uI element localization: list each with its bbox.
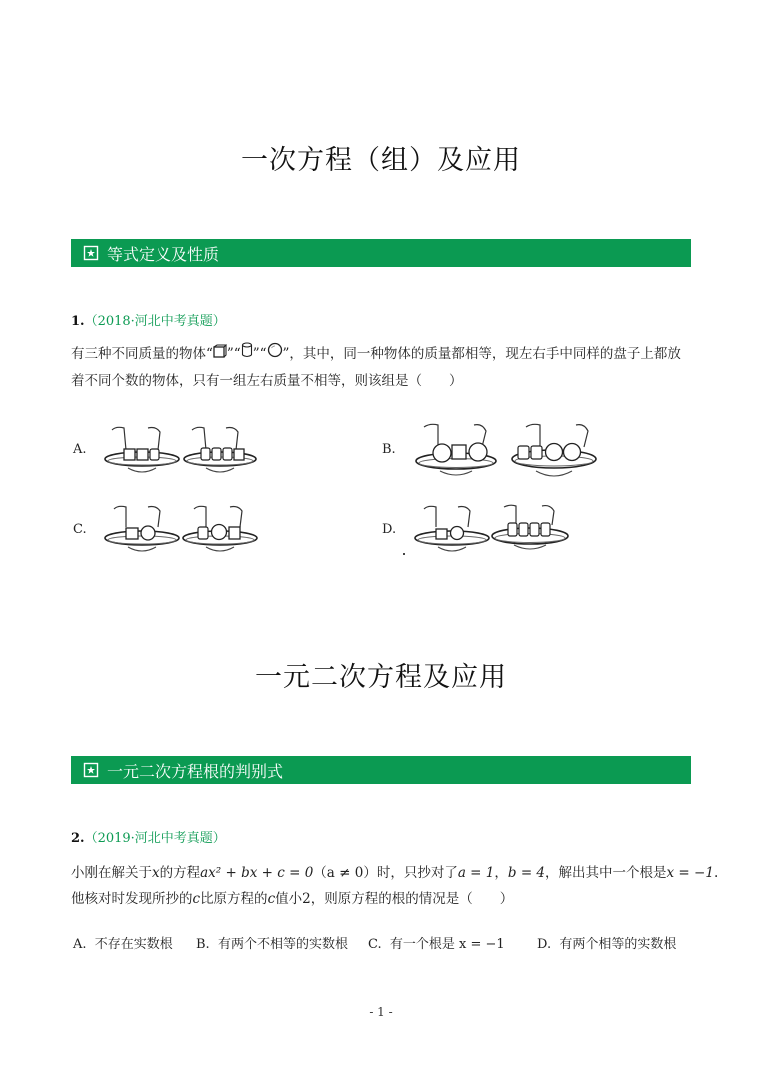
section-bar-equation-properties: [71, 239, 691, 267]
math-expression: b = 4: [507, 865, 546, 881]
question-text-part: 时，只抄对了: [376, 865, 458, 881]
choice-text: 有两个相等的实数根: [559, 937, 677, 952]
math-expression: x = −1: [666, 865, 714, 881]
choice-letter: A.: [73, 937, 87, 952]
option-c-label[interactable]: C.: [73, 522, 87, 537]
question-text-part: 的方程: [159, 865, 201, 881]
stray-dot: [403, 553, 405, 555]
question-text-part: 他核对时发现所抄的: [71, 891, 193, 908]
choice-letter: D.: [537, 937, 552, 952]
question-text-part: ，: [494, 865, 508, 881]
choice-text: 不存在实数根: [94, 937, 173, 952]
option-d-label[interactable]: D.: [382, 522, 397, 537]
question-source: （2019·河北中考真题）: [84, 831, 226, 846]
choice-c[interactable]: [368, 933, 505, 952]
cylinder-object-image: [241, 341, 253, 367]
option-b-image[interactable]: [412, 421, 600, 491]
page-number: - 1 -: [369, 1005, 393, 1019]
question-text-part: .: [713, 865, 719, 881]
choice-letter: C.: [368, 937, 382, 952]
question-text: [71, 860, 719, 913]
option-a-label[interactable]: A.: [73, 442, 87, 457]
question-text: [71, 341, 696, 394]
section-bar-discriminant: [71, 756, 691, 784]
bookmark-star-icon: [83, 245, 99, 261]
math-variable: c: [267, 891, 276, 908]
question-text-part: 有三种不同质量的物体“: [71, 346, 213, 362]
choice-d[interactable]: [537, 933, 676, 952]
math-condition: （a ≠ 0）: [313, 865, 377, 881]
math-expression: a = 1: [457, 865, 495, 881]
section-bar-label: 等式定义及性质: [107, 244, 220, 264]
choice-b[interactable]: [196, 933, 348, 952]
choice-a[interactable]: [73, 933, 173, 952]
question-text-part: ”“: [252, 346, 267, 362]
option-a-image[interactable]: [102, 424, 258, 490]
question-text-part: 比原方程的: [200, 891, 268, 908]
option-d-image[interactable]: [412, 503, 570, 565]
question-number: 2.: [71, 831, 85, 846]
question-text-part: ”，其中，同一种物体的质量都相等，现左右手中同样的盘子上都放: [282, 346, 681, 362]
question-number: 1.: [71, 314, 85, 329]
question-source: （2018·河北中考真题）: [84, 314, 226, 329]
sphere-object-image: [267, 341, 283, 367]
question-text-part: 小刚在解关于: [71, 865, 152, 881]
option-c-image[interactable]: [102, 503, 260, 565]
cube-object-image: [213, 341, 227, 367]
bookmark-star-icon: [83, 762, 99, 778]
math-equation: ax² + bx + c = 0: [200, 865, 314, 881]
question-header: [71, 310, 226, 329]
question-text-part: 值小2，则原方程的根的情况是（ ）: [275, 891, 514, 908]
option-b-label[interactable]: B.: [382, 442, 396, 457]
section-title-linear-equations: 一次方程（组）及应用: [241, 145, 521, 176]
question-text-part: ”“: [226, 346, 241, 362]
section-title-quadratic-equations: 一元二次方程及应用: [255, 662, 507, 693]
math-variable: c: [192, 891, 201, 908]
math-variable: x: [152, 865, 160, 881]
choice-letter: B.: [196, 937, 210, 952]
question-text-part: ，解出其中一个根是: [545, 865, 667, 881]
choice-text: 有两个不相等的实数根: [217, 937, 348, 952]
choice-text: 有一个根是 x = −1: [389, 937, 505, 952]
section-bar-label: 一元二次方程根的判别式: [107, 761, 284, 781]
question-header: [71, 827, 226, 846]
question-text-line: 着不同个数的物体，只有一组左右质量不相等，则该组是（ ）: [71, 372, 463, 389]
